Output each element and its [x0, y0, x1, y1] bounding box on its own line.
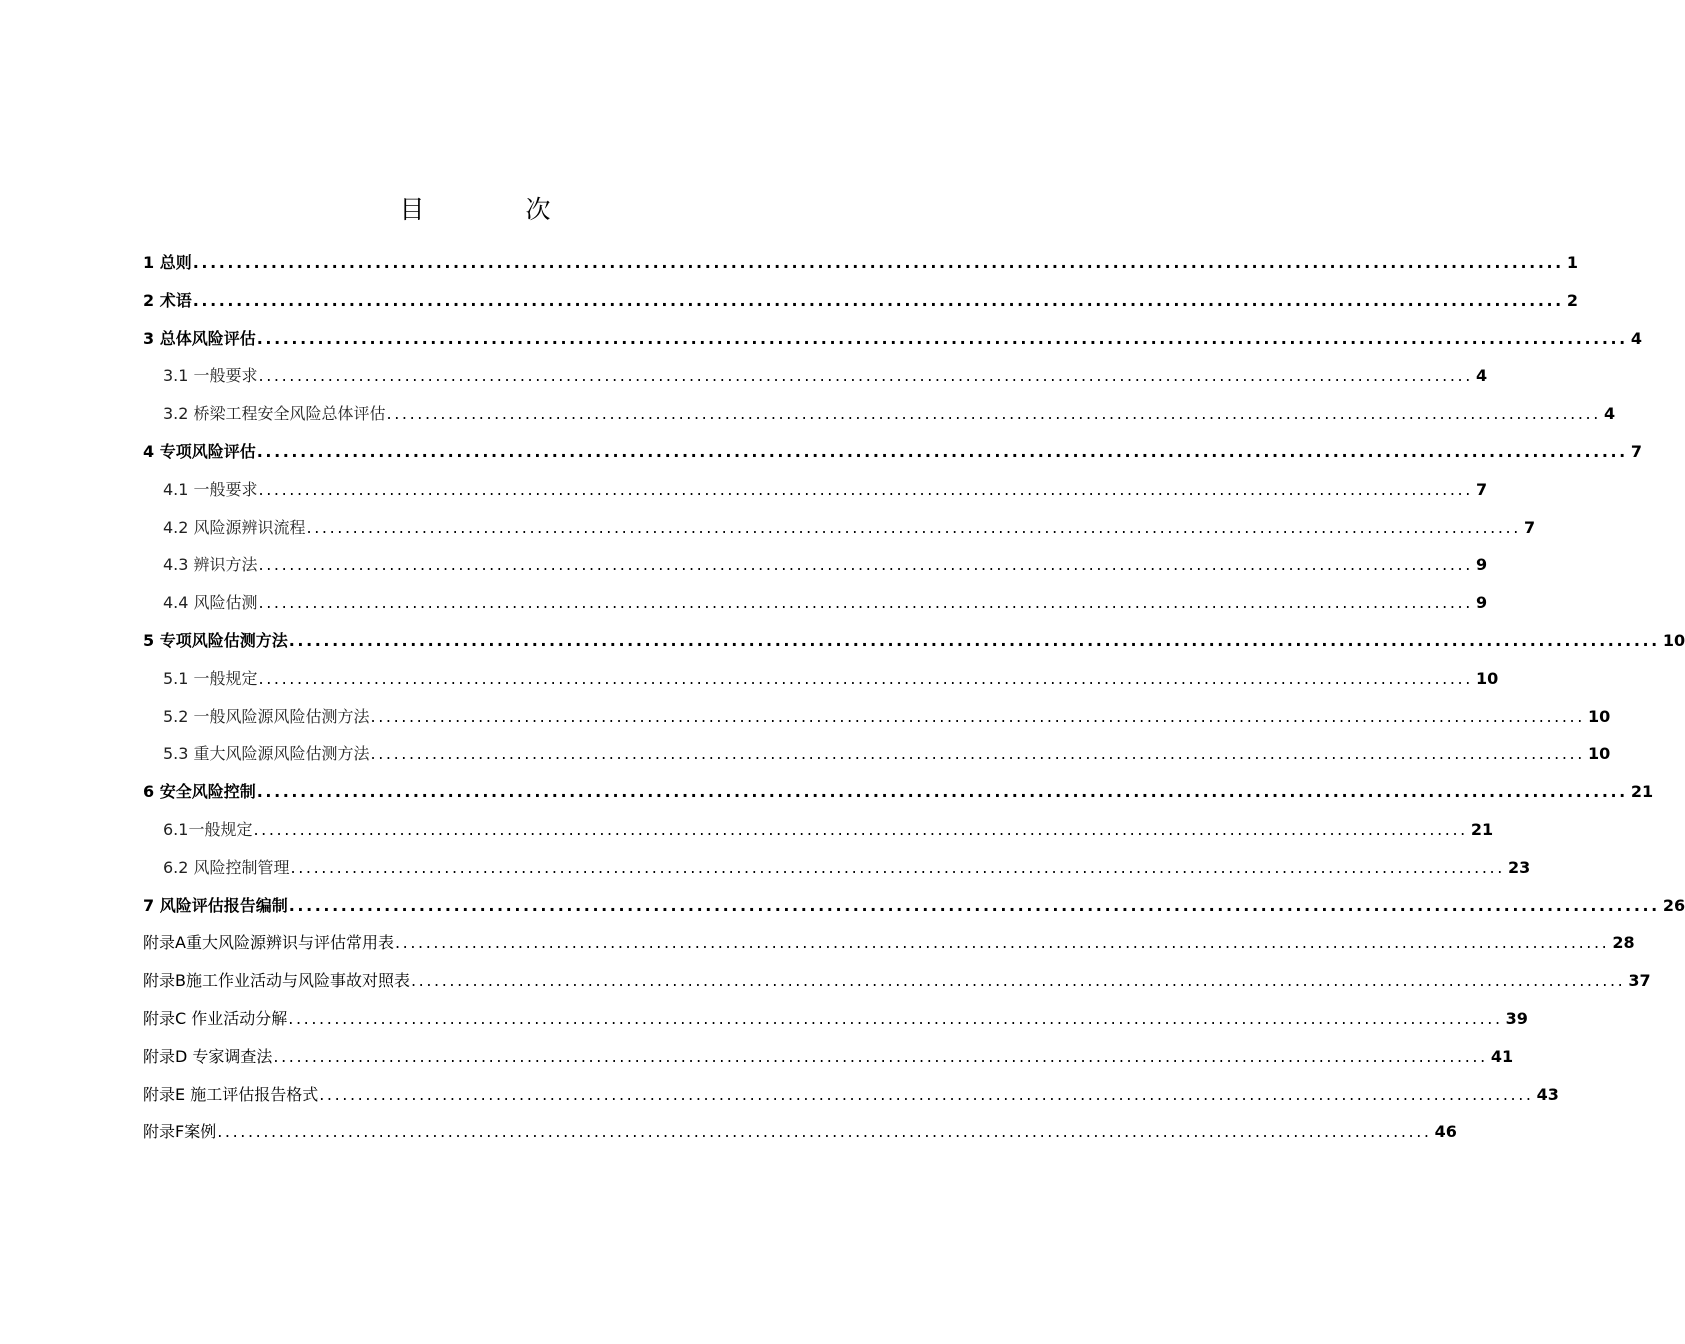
toc-entry-title: 6 安全风险控制 — [143, 782, 256, 802]
toc-entry-title: 4.4 风险估测 — [163, 593, 258, 613]
toc-entry[interactable] — [143, 433, 1643, 471]
dot-leader: .............................................................................................................................................................. — [253, 819, 1468, 839]
dot-leader: .............................................................................................................................................................. — [288, 630, 1660, 650]
dot-leader: .............................................................................................................................................................. — [306, 517, 1521, 537]
toc-entry-title: 4.2 风险源辨识流程 — [163, 517, 306, 537]
toc-entry-page-number: 4 — [1603, 404, 1616, 424]
toc-entry-title: 4.3 辨识方法 — [163, 555, 258, 575]
toc-entry[interactable] — [143, 849, 1531, 887]
dot-leader: .............................................................................................................................................................. — [370, 706, 1585, 726]
dot-leader: .............................................................................................................................................................. — [256, 782, 1628, 802]
toc-list — [143, 244, 1685, 1151]
dot-leader: .............................................................................................................................................................. — [410, 971, 1626, 991]
dot-leader: .............................................................................................................................................................. — [256, 328, 1628, 348]
toc-entry-page-number: 2 — [1566, 290, 1579, 310]
toc-title: 目 次 — [399, 195, 589, 224]
toc-entry-title: 附录D 专家调查法 — [143, 1046, 273, 1066]
toc-entry-page-number: 4 — [1475, 366, 1488, 386]
toc-entry-page-number: 7 — [1523, 517, 1536, 537]
toc-entry-title: 3 总体风险评估 — [143, 328, 256, 348]
toc-entry[interactable] — [143, 735, 1611, 773]
toc-entry-page-number: 23 — [1507, 857, 1531, 877]
toc-entry-page-number: 4 — [1630, 328, 1643, 348]
toc-entry-title: 附录C 作业活动分解 — [143, 1008, 288, 1028]
toc-entry[interactable] — [143, 244, 1579, 282]
dot-leader: .............................................................................................................................................................. — [256, 441, 1628, 461]
toc-entry[interactable] — [143, 584, 1488, 622]
toc-entry-title: 3.2 桥梁工程安全风险总体评估 — [163, 404, 386, 424]
toc-entry[interactable] — [143, 509, 1536, 547]
toc-entry[interactable] — [143, 320, 1643, 358]
toc-entry-title: 4.1 一般要求 — [163, 479, 258, 499]
toc-entry[interactable] — [143, 622, 1685, 660]
toc-entry-page-number: 10 — [1662, 630, 1685, 650]
toc-entry-title: 5 专项风险估测方法 — [143, 630, 288, 650]
toc-entry-title: 附录A重大风险源辨识与评估常用表 — [143, 933, 394, 953]
dot-leader: .............................................................................................................................................................. — [192, 253, 1564, 272]
toc-entry-page-number: 7 — [1630, 441, 1643, 461]
toc-entry-title: 附录E 施工评估报告格式 — [143, 1084, 319, 1104]
dot-leader: .............................................................................................................................................................. — [370, 744, 1585, 764]
dot-leader: .............................................................................................................................................................. — [258, 668, 1473, 688]
toc-entry[interactable] — [143, 1038, 1514, 1076]
dot-leader: .............................................................................................................................................................. — [273, 1046, 1488, 1066]
toc-entry[interactable] — [143, 887, 1685, 925]
dot-leader: .............................................................................................................................................................. — [290, 857, 1505, 877]
toc-entry-title: 4 专项风险评估 — [143, 441, 256, 461]
toc-entry[interactable] — [143, 1076, 1559, 1114]
toc-entry-page-number: 37 — [1628, 971, 1651, 991]
toc-entry-title: 附录B施工作业活动与风险事故对照表 — [143, 971, 410, 991]
toc-entry[interactable] — [143, 1113, 1457, 1151]
dot-leader: .............................................................................................................................................................. — [192, 290, 1564, 310]
toc-entry[interactable] — [143, 924, 1635, 962]
toc-entry-page-number: 9 — [1475, 555, 1488, 575]
toc-entry[interactable] — [143, 660, 1499, 698]
toc-entry-title: 2 术语 — [143, 290, 192, 310]
toc-entry[interactable] — [143, 698, 1611, 736]
dot-leader: .............................................................................................................................................................. — [386, 404, 1601, 424]
toc-entry-page-number: 41 — [1490, 1046, 1514, 1066]
dot-leader: .............................................................................................................................................................. — [258, 366, 1473, 386]
toc-entry[interactable] — [143, 773, 1654, 811]
toc-entry[interactable] — [143, 811, 1494, 849]
toc-entry-page-number: 28 — [1612, 933, 1635, 953]
toc-entry[interactable] — [143, 962, 1651, 1000]
toc-entry[interactable] — [143, 546, 1488, 584]
toc-entry-page-number: 21 — [1470, 819, 1494, 839]
toc-entry-page-number: 10 — [1587, 706, 1611, 726]
dot-leader: .............................................................................................................................................................. — [394, 933, 1610, 953]
toc-entry-page-number: 9 — [1475, 593, 1488, 613]
toc-entry[interactable] — [143, 471, 1488, 509]
toc-entry-title: 5.2 一般风险源风险估测方法 — [163, 706, 370, 726]
dot-leader: .............................................................................................................................................................. — [288, 1008, 1503, 1028]
toc-entry-page-number: 10 — [1475, 668, 1499, 688]
dot-leader: .............................................................................................................................................................. — [217, 1122, 1432, 1142]
toc-entry-page-number: 46 — [1434, 1122, 1457, 1142]
toc-entry[interactable] — [143, 282, 1579, 320]
dot-leader: .............................................................................................................................................................. — [258, 555, 1473, 575]
toc-entry[interactable] — [143, 1000, 1528, 1038]
toc-entry-title: 3.1 一般要求 — [163, 366, 258, 386]
toc-entry-title: 5.3 重大风险源风险估测方法 — [163, 744, 370, 764]
toc-entry-page-number: 43 — [1536, 1084, 1559, 1104]
toc-entry-page-number: 21 — [1630, 782, 1654, 802]
toc-entry-title: 5.1 一般规定 — [163, 668, 258, 688]
dot-leader: .............................................................................................................................................................. — [288, 895, 1660, 915]
toc-entry[interactable] — [143, 357, 1488, 395]
dot-leader: .............................................................................................................................................................. — [319, 1084, 1534, 1104]
toc-entry-page-number: 1 — [1566, 253, 1579, 272]
toc-entry-page-number: 39 — [1505, 1008, 1528, 1028]
toc-entry-page-number: 26 — [1662, 895, 1685, 915]
dot-leader: .............................................................................................................................................................. — [258, 479, 1473, 499]
toc-entry-title: 6.2 风险控制管理 — [163, 857, 290, 877]
toc-entry[interactable] — [143, 395, 1616, 433]
toc-entry-title: 附录F案例 — [143, 1122, 217, 1142]
toc-entry-title: 7 风险评估报告编制 — [143, 895, 288, 915]
toc-entry-page-number: 7 — [1475, 479, 1488, 499]
dot-leader: .............................................................................................................................................................. — [258, 593, 1473, 613]
toc-entry-page-number: 10 — [1587, 744, 1611, 764]
toc-entry-title: 6.1一般规定 — [163, 819, 253, 839]
toc-entry-title: 1 总则 — [143, 253, 192, 272]
